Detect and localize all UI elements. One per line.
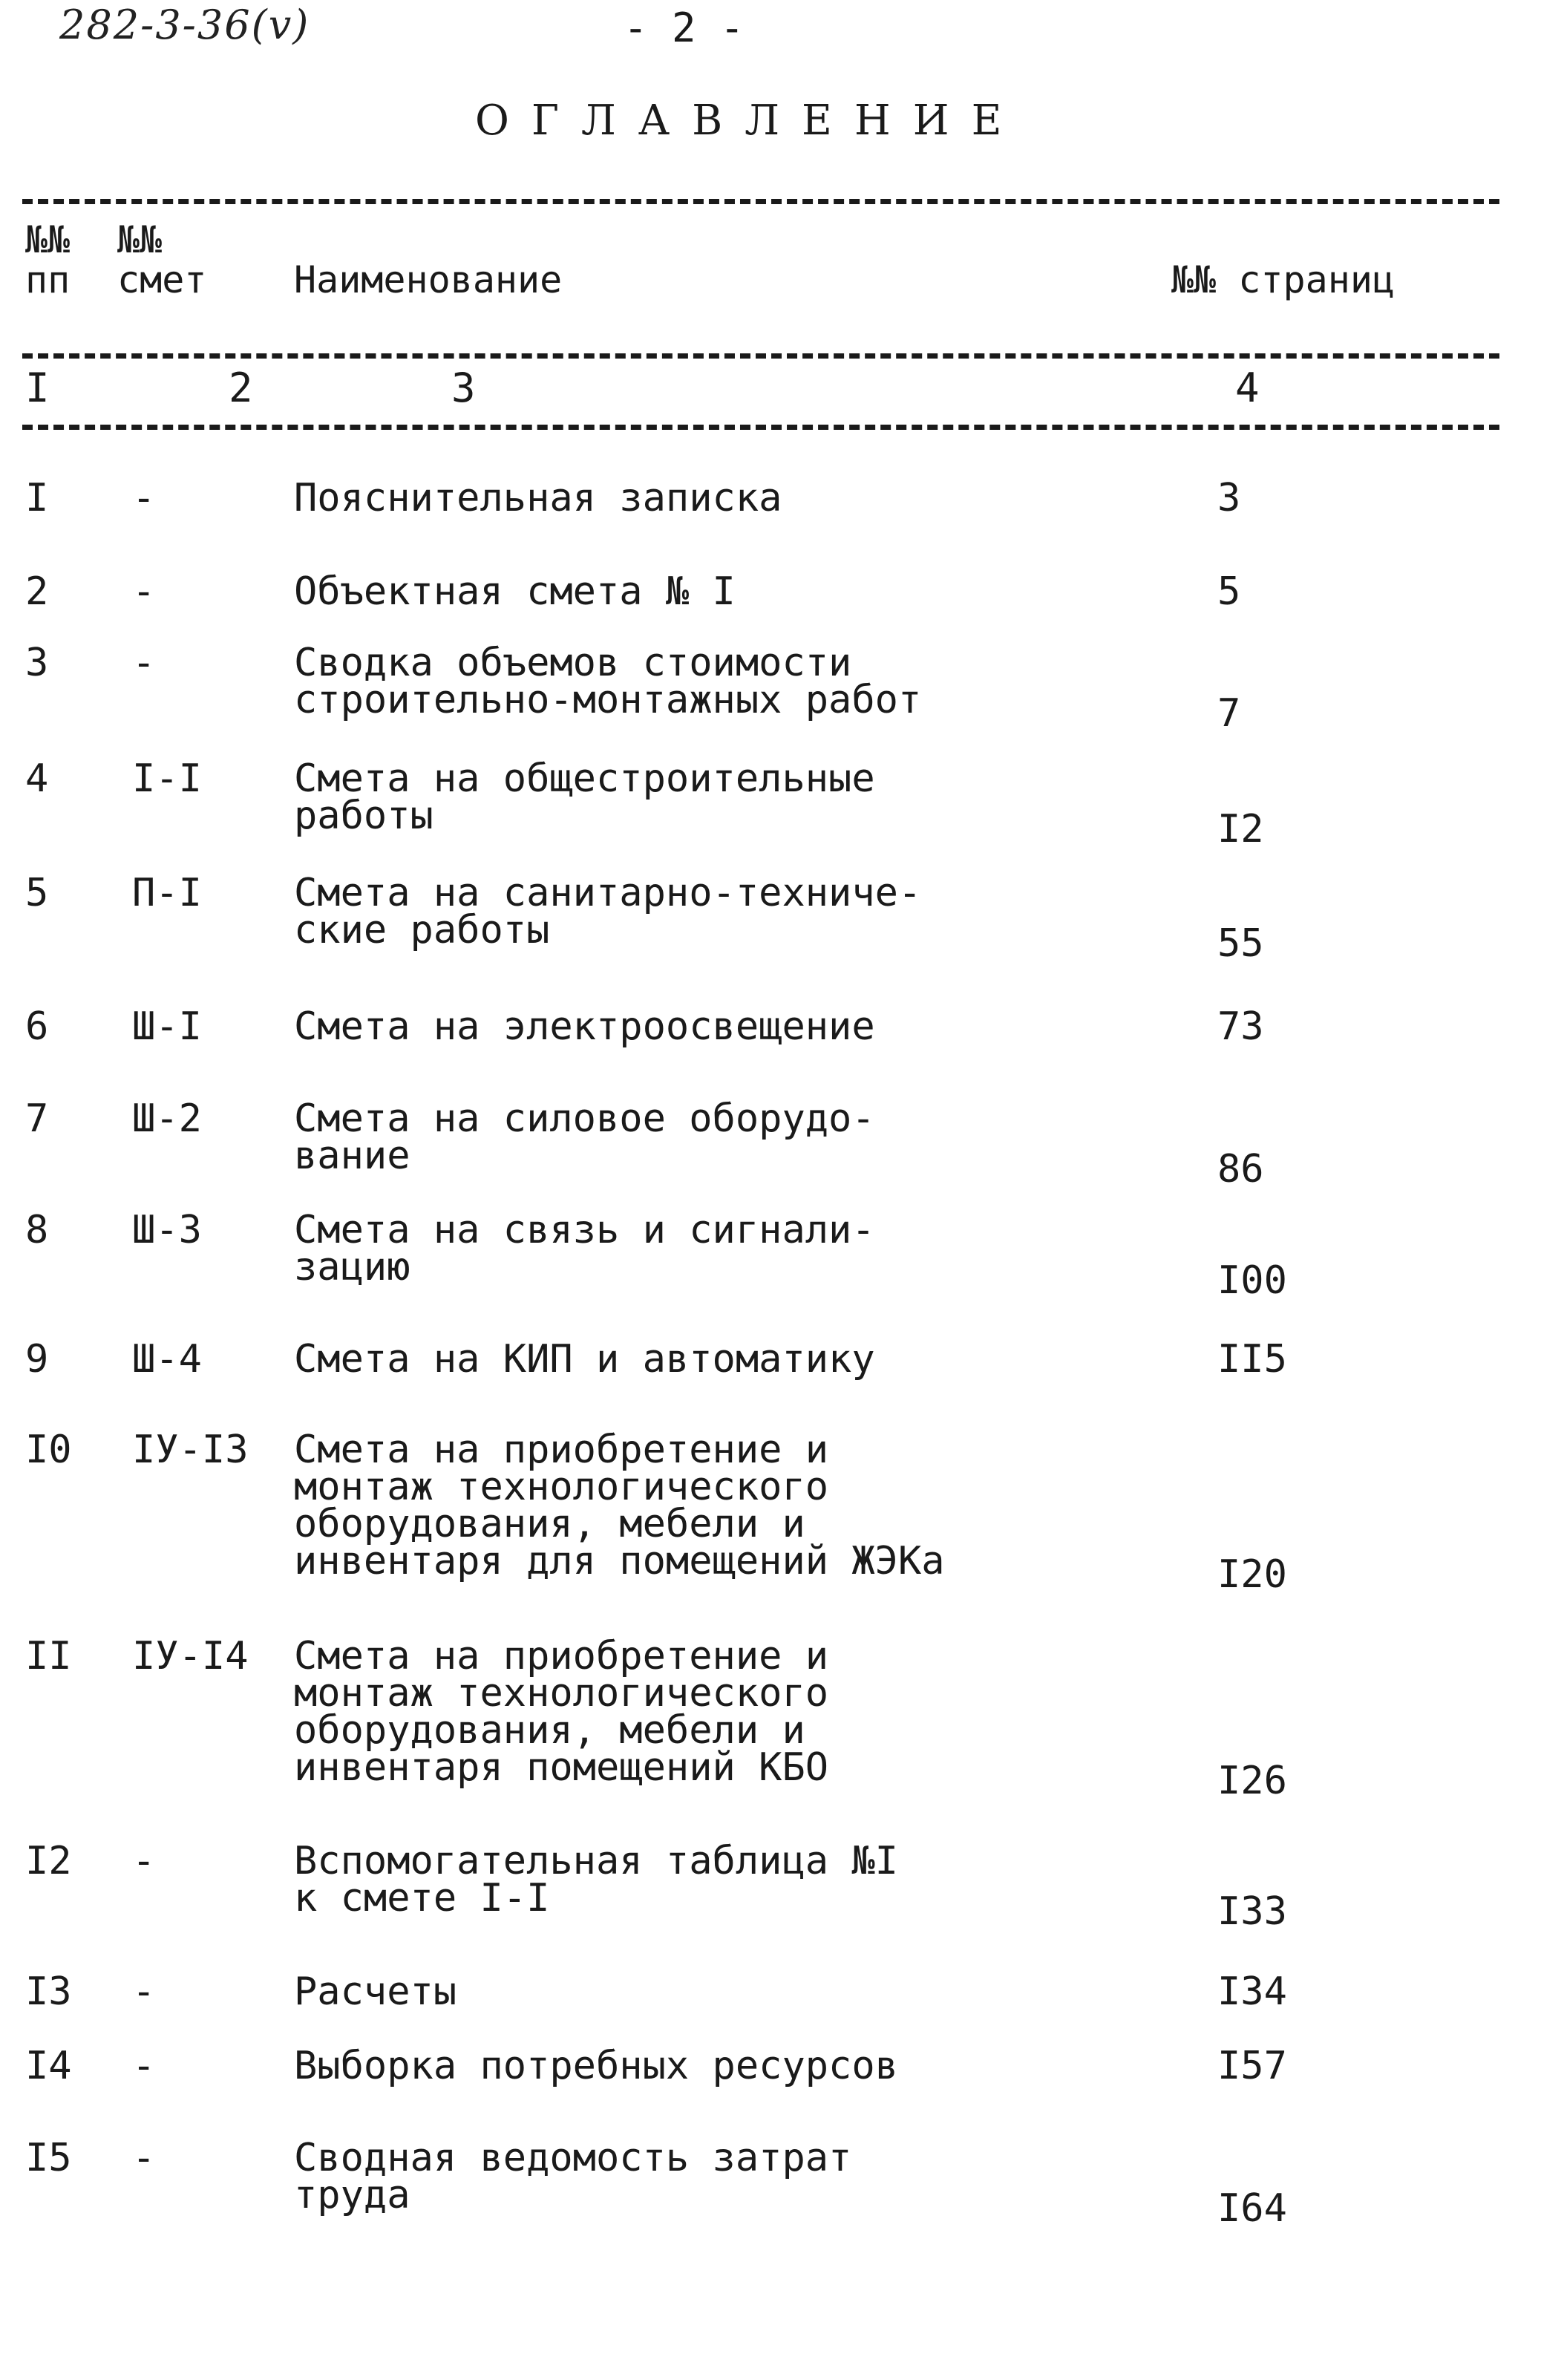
page-reference: I34	[1217, 1969, 1287, 2014]
row-number: 2	[25, 569, 49, 614]
item-name-line: Выборка потребных ресурсов	[294, 2044, 898, 2088]
column-number-3: 3	[451, 364, 476, 411]
estimate-code: -	[132, 2136, 156, 2180]
item-name-line: Смета на санитарно-техниче-	[294, 871, 922, 915]
page-reference: I57	[1217, 2044, 1287, 2088]
estimate-code: -	[132, 476, 156, 520]
row-number: I5	[25, 2136, 72, 2180]
row-number: I2	[25, 1839, 72, 1883]
item-name-line: Сводка объемов стоимости	[294, 641, 852, 685]
column-number-1: I	[25, 364, 50, 411]
item-name-line: инвентаря для помещений ЖЭКа	[294, 1539, 945, 1583]
column-header-pages: №№ страниц	[1171, 258, 1396, 301]
estimate-code: IУ-I4	[132, 1634, 249, 1678]
page-reference: 73	[1217, 1004, 1264, 1049]
row-number: 5	[25, 871, 49, 915]
estimate-code: Ш-2	[132, 1096, 202, 1141]
estimate-code: Ш-4	[132, 1337, 202, 1382]
estimate-code: -	[132, 2044, 156, 2088]
estimate-code: Ш-I	[132, 1004, 202, 1049]
header-rule-top	[22, 199, 1499, 204]
item-name-line: оборудования, мебели и	[294, 1708, 805, 1753]
item-name-line: Объектная смета № I	[294, 569, 736, 614]
page-reference: 5	[1217, 569, 1241, 614]
item-name-line: Смета на приобретение и	[294, 1428, 829, 1472]
column-number-4: 4	[1235, 364, 1260, 411]
document-code: 282-3-36(v)	[59, 1, 310, 48]
item-name-line: Расчеты	[294, 1969, 457, 2014]
item-name	[294, 871, 1200, 952]
row-number: I4	[25, 2044, 72, 2088]
estimate-code: П-I	[132, 871, 202, 915]
item-name	[294, 1004, 1200, 1049]
item-name	[294, 1969, 1200, 2014]
item-name-line: Смета на приобретение и	[294, 1634, 829, 1678]
estimate-code: Ш-3	[132, 1208, 202, 1252]
item-name-line: Вспомогательная таблица №I	[294, 1839, 898, 1883]
row-number: I0	[25, 1428, 72, 1472]
page-reference: 86	[1217, 1147, 1264, 1191]
page-reference: I00	[1217, 1258, 1287, 1303]
item-name	[294, 1337, 1200, 1382]
item-name-line: к смете I-I	[294, 1876, 550, 1920]
item-name-line: монтаж технологического	[294, 1671, 829, 1716]
row-number: I3	[25, 1969, 72, 2014]
item-name	[294, 2044, 1200, 2088]
page-reference: I20	[1217, 1552, 1287, 1597]
item-name-line: инвентаря помещений КБО	[294, 1745, 829, 1790]
item-name-line: Смета на электроосвещение	[294, 1004, 875, 1049]
page-reference: 3	[1217, 476, 1241, 520]
item-name-line: Смета на общестроительные	[294, 756, 875, 801]
item-name-line: работы	[294, 794, 433, 838]
column-header-name: Наименование	[294, 258, 563, 301]
item-name-line: труда	[294, 2173, 410, 2217]
column-header-number: №№ пп	[25, 218, 71, 301]
estimate-code: -	[132, 1969, 156, 2014]
item-name-line: оборудования, мебели и	[294, 1502, 805, 1546]
item-name-line: зацию	[294, 1245, 410, 1289]
item-name	[294, 1634, 1200, 1790]
row-number: II	[25, 1634, 72, 1678]
page-reference: 7	[1217, 691, 1241, 736]
column-header-estimate: №№ смет	[117, 218, 207, 301]
item-name	[294, 1839, 1200, 1920]
row-number: 4	[25, 756, 49, 801]
header-rule-bottom	[22, 425, 1499, 430]
item-name	[294, 641, 1200, 722]
item-name	[294, 1428, 1200, 1583]
item-name	[294, 1208, 1200, 1289]
page-reference: I26	[1217, 1759, 1287, 1803]
item-name	[294, 476, 1200, 520]
row-number: 7	[25, 1096, 49, 1141]
row-number: 6	[25, 1004, 49, 1049]
estimate-code: -	[132, 1839, 156, 1883]
row-number: 9	[25, 1337, 49, 1382]
row-number: 8	[25, 1208, 49, 1252]
page-title: ОГЛАВЛЕНИЕ	[475, 97, 1024, 145]
item-name-line: Пояснительная записка	[294, 476, 782, 520]
header-rule-middle	[22, 353, 1499, 359]
estimate-code: IУ-I3	[132, 1428, 249, 1472]
estimate-code: -	[132, 641, 156, 685]
page-reference: I33	[1217, 1889, 1287, 1934]
column-number-2: 2	[229, 364, 253, 411]
item-name-line: ские работы	[294, 908, 550, 952]
page-reference: I64	[1217, 2186, 1287, 2231]
row-number: I	[25, 476, 49, 520]
row-number: 3	[25, 641, 49, 685]
item-name-line: Смета на связь и сигнали-	[294, 1208, 875, 1252]
item-name-line: строительно-монтажных работ	[294, 678, 922, 722]
page-number: - 2 -	[624, 4, 745, 51]
item-name-line: вание	[294, 1134, 410, 1178]
item-name	[294, 756, 1200, 838]
item-name	[294, 1096, 1200, 1178]
page-reference: 55	[1217, 921, 1264, 966]
item-name	[294, 2136, 1200, 2217]
item-name-line: монтаж технологического	[294, 1465, 829, 1509]
item-name	[294, 569, 1200, 614]
page-reference: I2	[1217, 807, 1264, 851]
item-name-line: Смета на КИП и автоматику	[294, 1337, 875, 1382]
estimate-code: -	[132, 569, 156, 614]
estimate-code: I-I	[132, 756, 202, 801]
item-name-line: Сводная ведомость затрат	[294, 2136, 852, 2180]
page-reference: II5	[1217, 1337, 1287, 1382]
item-name-line: Смета на силовое оборудо-	[294, 1096, 875, 1141]
